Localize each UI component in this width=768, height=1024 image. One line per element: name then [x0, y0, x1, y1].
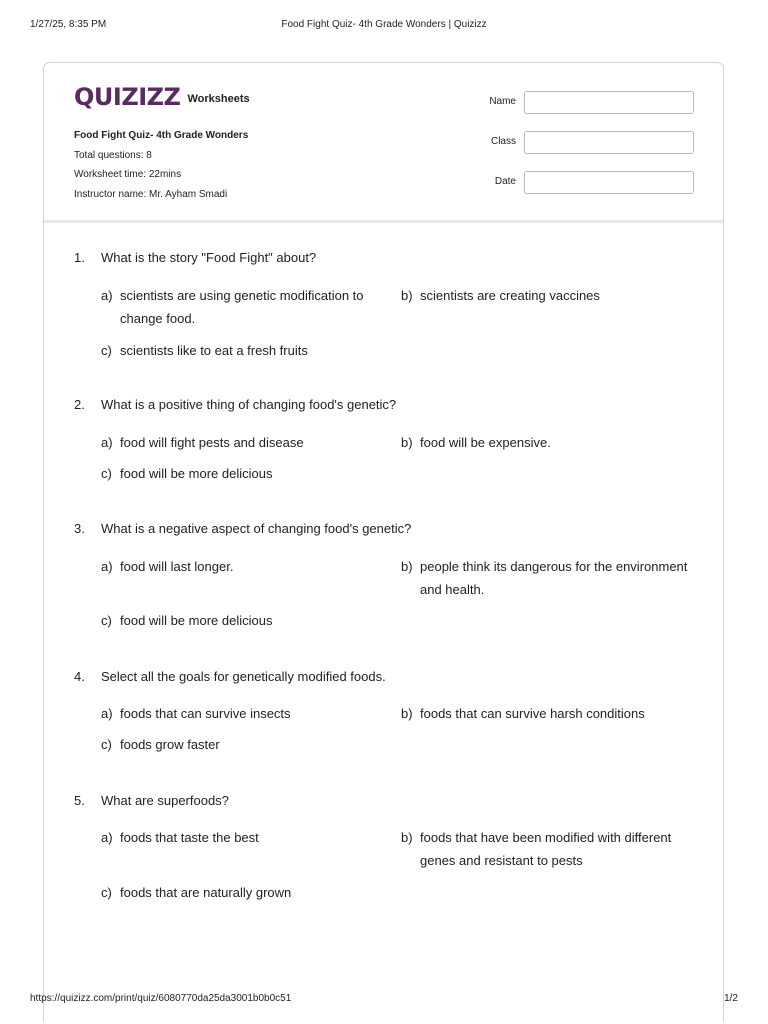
option-b	[401, 826, 691, 872]
quizizz-logo: QUIZIZZ	[74, 83, 181, 111]
option-text: people think its dangerous for the environment and health.	[420, 559, 688, 597]
question-number: 5.	[74, 793, 85, 808]
option-a	[101, 555, 391, 578]
print-footer	[0, 993, 768, 1007]
option-c	[101, 339, 391, 362]
worksheet-card	[43, 62, 724, 1022]
option-a	[101, 702, 391, 725]
question-number: 4.	[74, 669, 85, 684]
question-number: 3.	[74, 521, 85, 536]
print-header	[0, 19, 768, 33]
option-letter: a)	[101, 288, 113, 303]
option-letter: a)	[101, 435, 113, 450]
option-letter: a)	[101, 830, 113, 845]
worksheet-meta	[74, 126, 248, 204]
question-text: What is a negative aspect of changing food's genetic?	[101, 521, 412, 536]
option-letter: c)	[101, 613, 112, 628]
option-letter: a)	[101, 706, 113, 721]
option-b	[401, 431, 691, 454]
question-text: Select all the goals for genetically modified foods.	[101, 669, 386, 684]
option-text: food will fight pests and disease	[120, 435, 304, 450]
date-field-row	[464, 171, 694, 195]
question-number: 1.	[74, 250, 85, 265]
total-questions: Total questions: 8	[74, 149, 152, 161]
option-letter: b)	[401, 830, 413, 845]
option-text: foods that have been modified with different genes and resistant to pests	[420, 830, 672, 868]
instructor-name: Instructor name: Mr. Ayham Smadi	[74, 188, 228, 200]
question-number: 2.	[74, 397, 85, 412]
print-document-title: Food Fight Quiz- 4th Grade Wonders | Quizizz	[281, 19, 487, 30]
class-label: Class	[490, 136, 516, 147]
option-text: food will be more delicious	[120, 613, 273, 628]
print-url: https://quizizz.com/print/quiz/6080770da25da3001b0b0c51	[30, 993, 292, 1004]
option-text: foods that taste the best	[120, 830, 259, 845]
option-text: food will last longer.	[120, 559, 234, 574]
name-input[interactable]	[524, 91, 694, 114]
page-number: 1/2	[724, 993, 738, 1004]
name-field-row	[464, 91, 694, 115]
option-text: food will be expensive.	[420, 435, 551, 450]
option-text: foods grow faster	[120, 737, 220, 752]
option-b	[401, 555, 691, 601]
date-label: Date	[494, 176, 516, 187]
option-text: foods that can survive harsh conditions	[420, 706, 645, 721]
option-text: scientists are creating vaccines	[420, 288, 600, 303]
option-letter: b)	[401, 559, 413, 574]
print-datetime: 1/27/25, 8:35 PM	[30, 19, 107, 30]
option-letter: c)	[101, 466, 112, 481]
option-c	[101, 609, 391, 632]
option-letter: b)	[401, 288, 413, 303]
option-c	[101, 881, 391, 904]
option-c	[101, 462, 391, 485]
worksheets-label: Worksheets	[187, 93, 250, 105]
option-a	[101, 284, 391, 330]
option-a	[101, 431, 391, 454]
option-text: foods that can survive insects	[120, 706, 291, 721]
option-text: scientists like to eat a fresh fruits	[120, 343, 308, 358]
option-letter: c)	[101, 885, 112, 900]
question-text: What is a positive thing of changing food's genetic?	[101, 397, 397, 412]
option-a	[101, 826, 391, 849]
worksheet-header	[44, 63, 723, 223]
option-text: food will be more delicious	[120, 466, 273, 481]
option-letter: c)	[101, 737, 112, 752]
option-c	[101, 733, 391, 756]
option-letter: a)	[101, 559, 113, 574]
option-letter: b)	[401, 435, 413, 450]
option-letter: b)	[401, 706, 413, 721]
question-text: What are superfoods?	[101, 793, 229, 808]
worksheet-time: Worksheet time: 22mins	[74, 169, 182, 180]
brand	[74, 83, 250, 111]
name-label: Name	[489, 96, 516, 107]
option-text: scientists are using genetic modification to change food.	[120, 288, 364, 326]
option-b	[401, 284, 691, 307]
class-input[interactable]	[524, 131, 694, 154]
worksheet-title: Food Fight Quiz- 4th Grade Wonders	[74, 130, 249, 141]
class-field-row	[464, 131, 694, 155]
date-input[interactable]	[524, 171, 694, 194]
question-text: What is the story "Food Fight" about?	[101, 250, 317, 265]
option-b	[401, 702, 691, 725]
option-letter: c)	[101, 343, 112, 358]
option-text: foods that are naturally grown	[120, 885, 292, 900]
